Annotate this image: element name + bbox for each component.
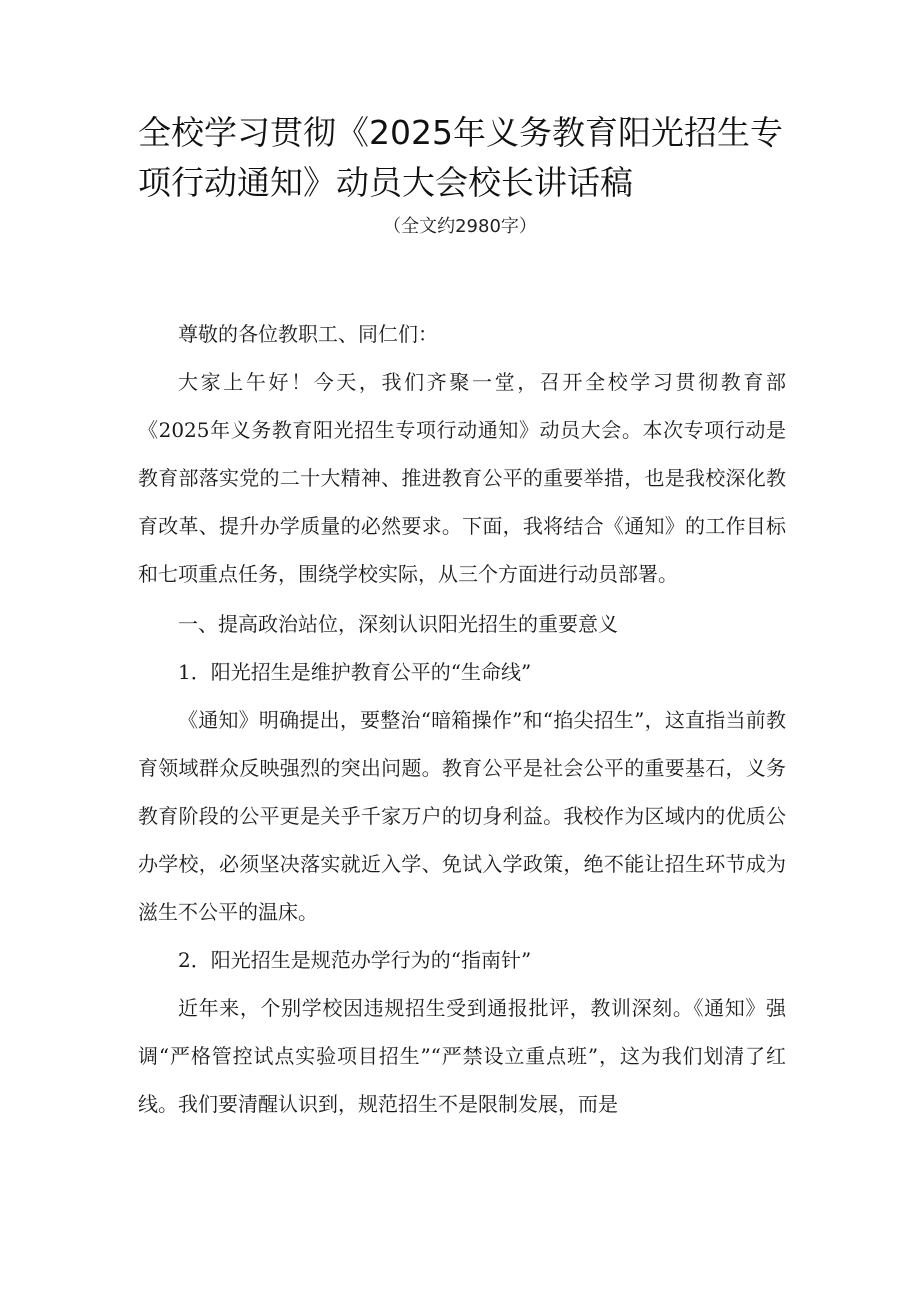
- subsection-heading: 1．阳光招生是维护教育公平的“生命线”: [178, 660, 532, 684]
- paragraph: 近年来，个别学校因违规招生受到通报批评，教训深刻。《通知》强调“严格管控试点实验项目招生”“严禁设立重点班”，这为我们划清了红线。我们要清醒认识到，规范招生不是限制发展，而是: [138, 996, 786, 1116]
- paragraph: 《通知》明确提出，要整治“暗箱操作”和“掐尖招生”，这直指当前教育领域群众反映强烈的突出问题。教育公平是社会公平的重要基石，义务教育阶段的公平更是关乎千家万户的切身利益。我校作为区域内的优质公办学校，必须坚决落实就近入学、免试入学政策，绝不能让招生环节成为滋生不公平的温床。: [138, 708, 786, 924]
- salutation: 尊敬的各位教职工、同仁们：: [178, 322, 438, 346]
- section-heading: 一、提高政治站位，深刻认识阳光招生的重要意义: [178, 612, 618, 636]
- word-count-note: （全文约2980字）: [383, 216, 537, 237]
- subsection-heading: 2．阳光招生是规范办学行为的“指南针”: [178, 948, 532, 972]
- document-title: 全校学习贯彻《2025年义务教育阳光招生专项行动通知》动员大会校长讲话稿: [138, 113, 783, 202]
- document-body: [138, 310, 786, 1128]
- paragraph: 大家上午好！今天，我们齐聚一堂，召开全校学习贯彻教育部《2025年义务教育阳光招生专项行动通知》动员大会。本次专项行动是教育部落实党的二十大精神、推进教育公平的重要举措，也是我校深化教育改革、提升办学质量的必然要求。下面，我将结合《通知》的工作目标和七项重点任务，围绕学校实际，从三个方面进行动员部署。: [138, 370, 786, 586]
